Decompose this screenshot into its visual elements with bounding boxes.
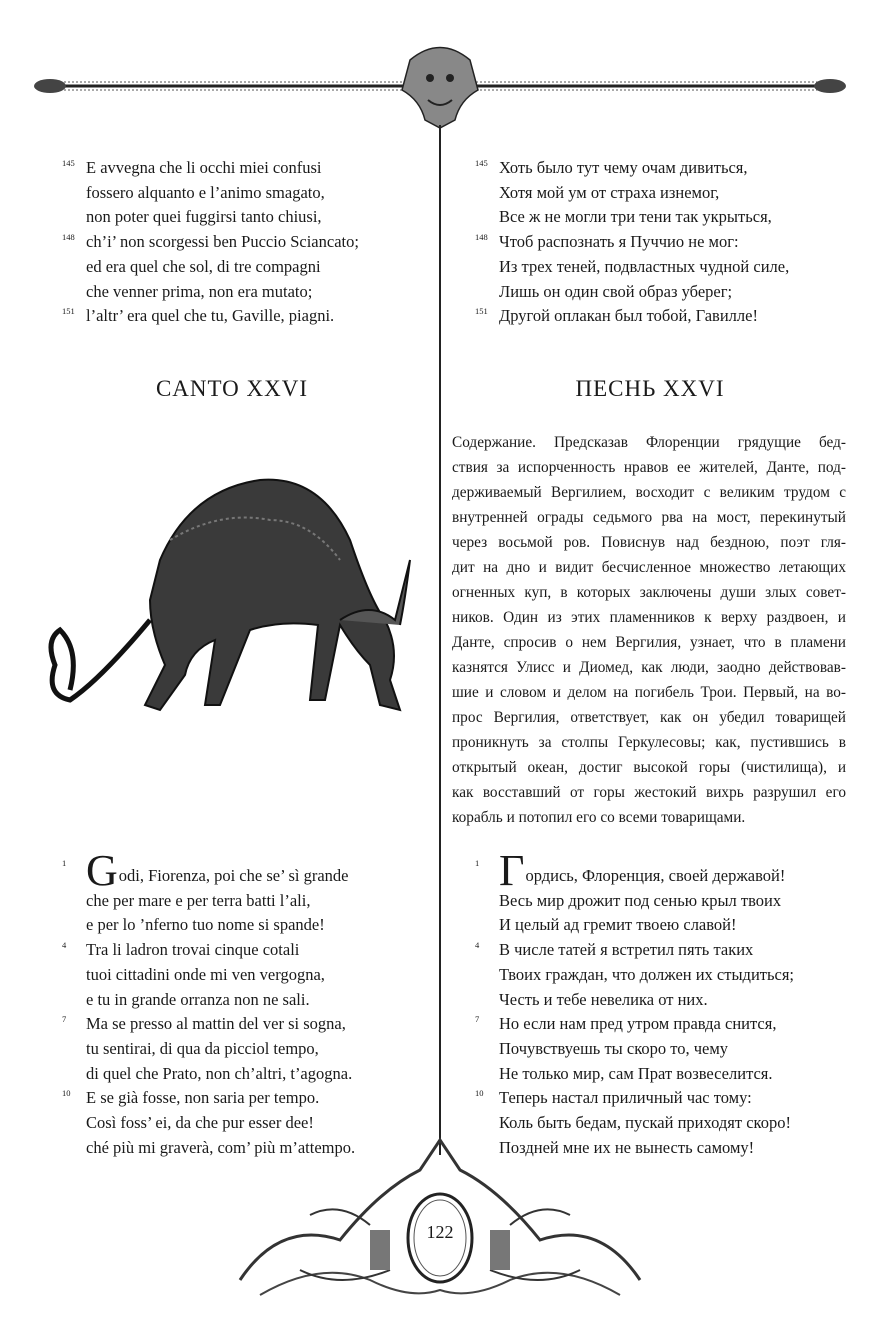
verse-text: Другой оплакан был тобой, Гавилле! [499,306,758,326]
verse-text: Весь мир дрожит под сенью крыл твоих [499,890,782,910]
verse-text: non poter quei fuggirsi tanto chiusi, [86,207,322,227]
verse-line [62,938,355,963]
verse-line [475,1062,794,1087]
verse-number: 7 [62,1014,67,1025]
verse-line [475,1037,794,1062]
verse-number: 145 [475,158,488,168]
summary-line: открытый океан, достиг высокой горы (чистилища), и [452,759,846,776]
verse-line [475,913,794,938]
verse-text: ch’i’ non scorgessi ben Puccio Sciancato; [86,232,359,252]
verse-text: Лишь он один свой образ уберег; [499,281,733,301]
verse-line [475,988,794,1013]
verse-text: E se già fosse, non saria per tempo. [86,1088,320,1108]
column-divider [439,125,441,1155]
verse-text: Твоих граждан, что должен их стыдиться; [499,964,795,984]
verse-number: 1 [62,858,67,868]
verse-text: Хотя мой ум от страха изнемог, [499,182,720,202]
summary-line: прос Вергилия, ответствует, как он убедил товарищей [452,709,846,726]
verse-text: e per lo ’nferno tuo nome si spande! [86,915,325,935]
verse-number: 10 [475,1088,484,1099]
verse-text: Все ж не могли три тени так укрыться, [499,207,772,227]
summary-line: внутренней ограды седьмого рва на мост, перекинутый [452,509,846,526]
summary-line: дит на дно и видит бесчисленное множество летающих [452,559,846,576]
verse-number: 145 [62,158,75,168]
verse-line [475,181,789,206]
right-top-verses [475,156,789,329]
verse-number: 4 [62,940,67,951]
left-top-verses [62,156,359,329]
verse-line [475,205,789,230]
verse-text: fossero alquanto e l’animo smagato, [86,182,325,202]
verse-text: tuoi cittadini onde mi ven vergogna, [86,964,325,984]
verse-text: И целый ад гремит твоею славой! [499,915,737,935]
verse-line [475,304,789,329]
verse-text: Хоть было тут чему очам дивиться, [499,158,748,177]
verse-text: ché più mi graverà, com’ più m’attempo. [86,1137,356,1157]
verse-text: Из трех теней, подвластных чудной силе, [499,256,790,276]
verse-line [62,1062,355,1087]
verse-text: Не только мир, сам Прат возвеселится. [499,1063,773,1083]
summary-line: ников. Один из этих пламенников к верху раздвоен, и [452,609,846,626]
verse-line [475,938,794,963]
verse-line [62,988,355,1013]
summary-line: проникнуть за столпы Геркулесовы; как, пустившись в [452,734,846,751]
verse-number: 10 [62,1088,71,1099]
verse-line [62,1037,355,1062]
drop-cap: Г [499,846,525,895]
left-bottom-verses [62,846,356,1160]
verse-line [62,913,355,938]
verse-line [475,156,789,181]
verse-number: 1 [475,858,480,868]
summary-line: через восьмой ров. Повиснув над бездною, поэт гля- [452,534,846,551]
verse-line [62,1086,355,1111]
verse-line [475,280,789,305]
verse-text: Но если нам пред утром правда снится, [499,1014,777,1034]
verse-line [475,255,789,280]
bottom-ornament-icon [220,1130,660,1310]
verse-line [62,1012,355,1037]
verse-text: che per mare e per terra batti l’ali, [86,890,311,910]
verse-text: tu sentirai, di qua da picciol tempo, [86,1038,319,1058]
summary-line: держиваемый Вергилием, восходит с великим трудом с [452,484,846,501]
verse-line [62,255,359,280]
verse-text: В числе татей я встретил пять таких [499,940,754,960]
canto-summary [452,430,846,830]
drop-cap: G [86,846,118,895]
verse-text: Ma se presso al mattin del ver si sogna, [86,1014,346,1034]
verse-number: 151 [475,306,488,317]
canto-heading-russian: ПЕСНЬ XXVI [575,376,725,401]
summary-line: ствия за испорченность нравов ее жителей, Данте, под- [452,459,846,476]
summary-line: корабль и потопил его со всеми товарищами. [452,809,746,826]
verse-line [475,1086,794,1111]
verse-text: Tra li ladron trovai cinque cotali [86,940,300,960]
canto-heading-italian: CANTO XXVI [155,376,309,401]
verse-line [62,181,359,206]
verse-line [62,889,355,914]
summary-line: шие и словом и делом на погибель Трои. Первый, на во- [452,684,846,701]
verse-line [62,205,359,230]
verse-text: Почувствуешь ты скоро то, чему [499,1038,729,1058]
verse-text: che venner prima, non era mutato; [86,281,313,301]
verse-text: di quel che Prato, non ch’altri, t’agogna. [86,1063,353,1083]
summary-line: Данте, спросив о нем Вергилия, узнает, что в пламени [452,634,846,651]
verse-number: 148 [62,232,75,243]
verse-line [62,846,355,895]
verse-text: Честь и тебе невелика от них. [499,989,708,1009]
verse-line [62,963,355,988]
verse-text: Поздней мне их не вынесть самому! [499,1137,755,1157]
summary-line: казнятся Улисс и Диомед, как люди, заодно действовав- [452,659,846,676]
beast-illustration-icon [40,450,420,740]
top-ornament-icon [0,0,880,140]
right-bottom-verses [475,846,795,1160]
verse-line [62,230,359,255]
verse-line [62,280,359,305]
verse-text: l’altr’ era quel che tu, Gaville, piagni. [86,306,335,326]
summary-line: как восставший от горы жестокий вихрь разрушил его [452,784,846,801]
verse-text: E avvegna che li occhi miei confusi [86,158,322,177]
page-number: 122 [426,1222,454,1242]
verse-line [475,846,794,895]
verse-text: ордись, Флоренция, своей державой! [525,866,786,885]
verse-line [475,1012,794,1037]
verse-number: 151 [62,306,75,317]
verse-text: Коль быть бедам, пускай приходят скоро! [499,1113,791,1133]
verse-line [475,963,794,988]
verse-number: 4 [475,940,480,951]
verse-text: Чтоб распознать я Пуччио не мог: [499,232,739,252]
verse-line [475,230,789,255]
verse-number: 7 [475,1014,480,1025]
verse-text: e tu in grande orranza non ne sali. [86,989,310,1009]
verse-text: Così foss’ ei, da che pur esser dee! [86,1113,314,1133]
verse-line [62,304,359,329]
verse-text: Теперь настал приличный час тому: [499,1088,752,1108]
verse-line [475,889,794,914]
verse-text: odi, Fiorenza, poi che se’ sì grande [118,866,349,885]
summary-line: огненных куп, в которых заключены души злых совет- [452,584,846,601]
verse-number: 148 [475,232,488,243]
summary-line: Содержание. Предсказав Флоренции грядущие бед- [452,434,846,451]
verse-text: ed era quel che sol, di tre compagni [86,256,321,276]
verse-line [62,156,359,181]
